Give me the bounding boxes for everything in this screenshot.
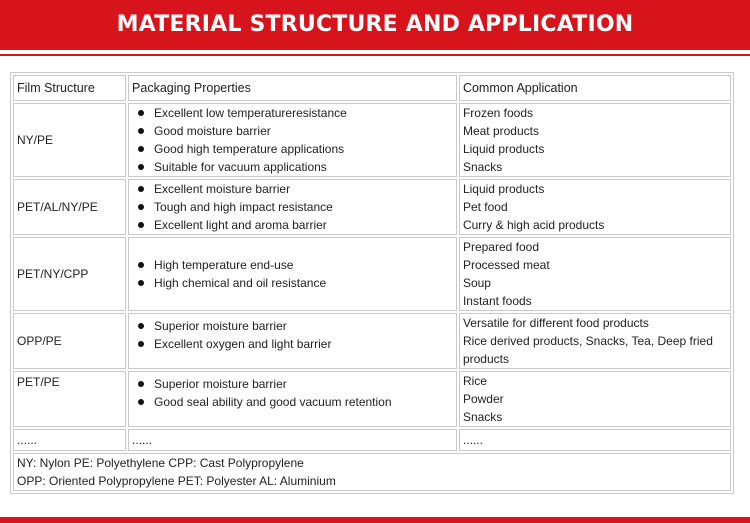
table-row xyxy=(13,237,731,311)
applications-cell xyxy=(459,313,731,369)
property-item: Excellent low temperatureresistance xyxy=(136,104,453,122)
film-structure-cell: NY/PE xyxy=(13,103,126,177)
property-item: Tough and high impact resistance xyxy=(136,198,453,216)
properties-cell xyxy=(128,237,457,311)
applications-cell xyxy=(459,179,731,235)
film-structure-cell: PET/PE xyxy=(13,371,126,427)
page-title: MATERIAL STRUCTURE AND APPLICATION xyxy=(116,12,634,37)
bullet-icon xyxy=(138,323,144,329)
table-header-row xyxy=(13,75,731,101)
applications-cell xyxy=(459,237,731,311)
bullet-icon xyxy=(138,186,144,192)
header-packaging-properties: Packaging Properties xyxy=(128,75,457,101)
table-footnote-row xyxy=(13,453,731,491)
property-item: Excellent light and aroma barrier xyxy=(136,216,453,234)
application-item: Rice derived products, Snacks, Tea, Deep fried xyxy=(462,334,713,348)
bullet-icon xyxy=(138,146,144,152)
ellipsis-cell: ...... xyxy=(13,429,126,451)
table-row xyxy=(13,179,731,235)
header-film-structure: Film Structure xyxy=(13,75,126,101)
properties-cell xyxy=(128,313,457,369)
header-common-application: Common Application xyxy=(459,75,731,101)
bullet-icon xyxy=(138,222,144,228)
footnote-line: NY: Nylon PE: Polyethylene CPP: Cast Polypropylene xyxy=(17,456,304,470)
application-item: Instant foods xyxy=(462,294,532,308)
bullet-icon xyxy=(138,128,144,134)
property-item: Superior moisture barrier xyxy=(136,375,453,393)
table-row xyxy=(13,103,731,177)
material-table xyxy=(10,72,734,494)
abbreviation-footnote xyxy=(13,453,731,491)
property-item: Good moisture barrier xyxy=(136,122,453,140)
application-item: Snacks xyxy=(462,410,503,424)
ellipsis-cell: ...... xyxy=(128,429,457,451)
application-item: Meat products xyxy=(462,124,539,138)
applications-cell xyxy=(459,103,731,177)
bullet-icon xyxy=(138,341,144,347)
bullet-icon xyxy=(138,110,144,116)
film-structure-cell: OPP/PE xyxy=(13,313,126,369)
property-item: Good high temperature applications xyxy=(136,140,453,158)
bullet-icon xyxy=(138,280,144,286)
properties-cell xyxy=(128,371,457,427)
footnote-line: OPP: Oriented Polypropylene PET: Polyester AL: Aluminium xyxy=(17,474,336,488)
banner-underline xyxy=(0,54,750,56)
properties-cell xyxy=(128,103,457,177)
application-item: Liquid products xyxy=(462,142,545,156)
property-item: Suitable for vacuum applications xyxy=(136,158,453,176)
bullet-icon xyxy=(138,399,144,405)
application-item: Snacks xyxy=(462,160,503,174)
property-item: High chemical and oil resistance xyxy=(136,274,453,292)
application-item: Prepared food xyxy=(462,240,540,254)
table-row xyxy=(13,313,731,369)
bullet-icon xyxy=(138,262,144,268)
application-item: products xyxy=(462,352,509,366)
applications-cell xyxy=(459,371,731,427)
property-item: Excellent oxygen and light barrier xyxy=(136,335,453,353)
property-item: High temperature end-use xyxy=(136,256,453,274)
application-item: Processed meat xyxy=(462,258,550,272)
film-structure-cell: PET/AL/NY/PE xyxy=(13,179,126,235)
application-item: Pet food xyxy=(462,200,508,214)
bullet-icon xyxy=(138,381,144,387)
application-item: Frozen foods xyxy=(462,106,533,120)
application-item: Rice xyxy=(462,374,487,388)
table-row-ellipsis xyxy=(13,429,731,451)
bullet-icon xyxy=(138,164,144,170)
application-item: Soup xyxy=(462,276,491,290)
bullet-icon xyxy=(138,204,144,210)
property-item: Superior moisture barrier xyxy=(136,317,453,335)
property-item: Good seal ability and good vacuum retention xyxy=(136,393,453,411)
application-item: Liquid products xyxy=(462,182,545,196)
application-item: Powder xyxy=(462,392,504,406)
film-structure-cell: PET/NY/CPP xyxy=(13,237,126,311)
table-row xyxy=(13,371,731,427)
properties-cell xyxy=(128,179,457,235)
application-item: Curry & high acid products xyxy=(462,218,605,232)
ellipsis-cell: ...... xyxy=(459,429,731,451)
application-item: Versatile for different food products xyxy=(462,316,649,330)
property-item: Excellent moisture barrier xyxy=(136,180,453,198)
bottom-accent-bar xyxy=(0,517,750,523)
